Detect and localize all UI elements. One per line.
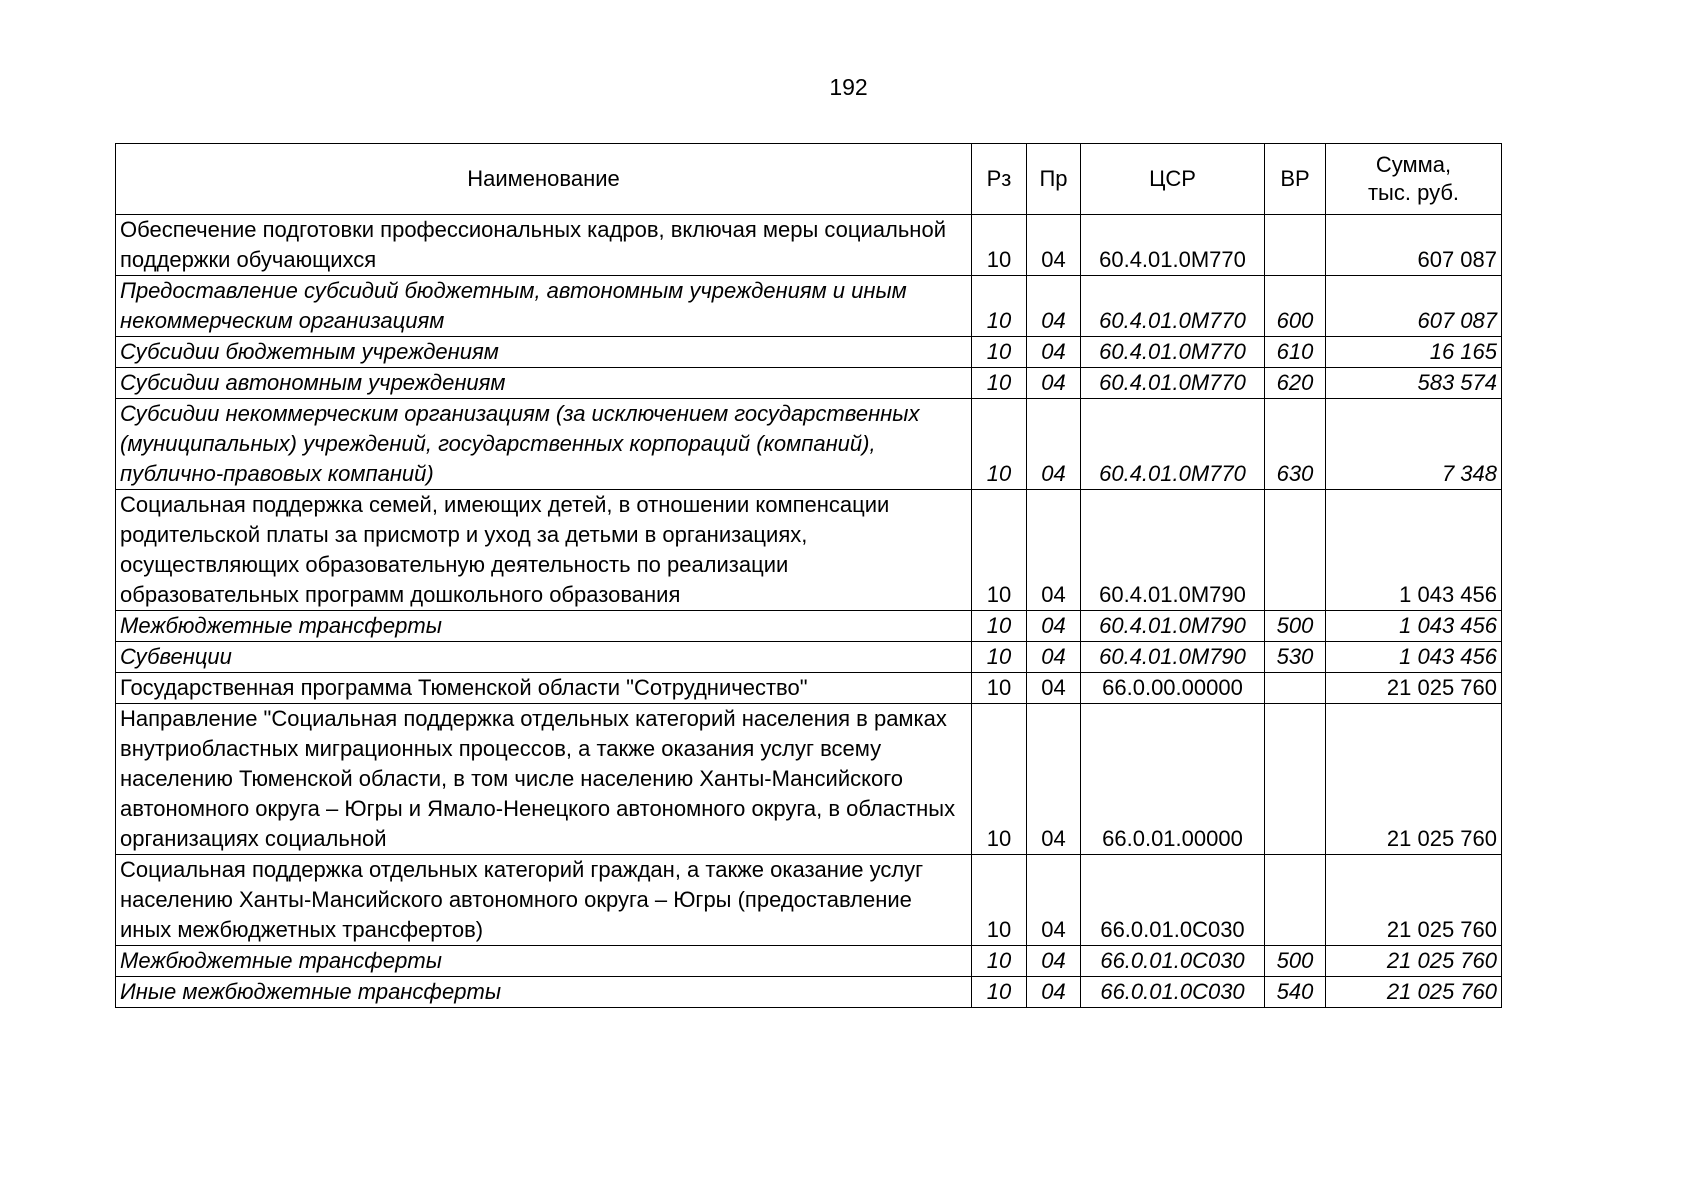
table-row	[116, 215, 1502, 276]
row-pr: 04	[1027, 368, 1081, 399]
row-pr: 04	[1027, 673, 1081, 704]
table-row	[116, 399, 1502, 490]
row-rz: 10	[972, 490, 1027, 611]
row-pr: 04	[1027, 855, 1081, 946]
row-sum: 7 348	[1326, 399, 1502, 490]
row-pr: 04	[1027, 215, 1081, 276]
row-vr: 500	[1265, 946, 1326, 977]
row-pr: 04	[1027, 704, 1081, 855]
table-row	[116, 337, 1502, 368]
row-vr	[1265, 490, 1326, 611]
header-sum	[1326, 144, 1502, 215]
table-row	[116, 946, 1502, 977]
row-csr: 60.4.01.0М790	[1081, 642, 1265, 673]
row-sum: 607 087	[1326, 215, 1502, 276]
row-pr: 04	[1027, 399, 1081, 490]
row-csr: 60.4.01.0М770	[1081, 215, 1265, 276]
row-csr: 60.4.01.0М770	[1081, 276, 1265, 337]
row-vr: 600	[1265, 276, 1326, 337]
table-row	[116, 490, 1502, 611]
row-vr	[1265, 673, 1326, 704]
row-csr: 60.4.01.0М770	[1081, 368, 1265, 399]
row-csr: 60.4.01.0М790	[1081, 611, 1265, 642]
row-sum: 16 165	[1326, 337, 1502, 368]
row-name: Межбюджетные трансферты	[116, 611, 972, 642]
row-name: Обеспечение подготовки профессиональных кадров, включая меры социальной поддержки обучающихся	[116, 215, 972, 276]
row-vr: 620	[1265, 368, 1326, 399]
row-csr: 60.4.01.0М770	[1081, 399, 1265, 490]
row-name: Иные межбюджетные трансферты	[116, 977, 972, 1008]
row-vr	[1265, 704, 1326, 855]
row-rz: 10	[972, 276, 1027, 337]
row-rz: 10	[972, 399, 1027, 490]
row-pr: 04	[1027, 642, 1081, 673]
row-csr: 66.0.01.0С030	[1081, 855, 1265, 946]
row-sum: 1 043 456	[1326, 642, 1502, 673]
row-csr: 66.0.01.0С030	[1081, 977, 1265, 1008]
row-name: Субсидии некоммерческим организациям (за исключением государственных (муниципальных) учреждений, государственных корпораций (компаний), публично-правовых компаний)	[116, 399, 972, 490]
table-header-row	[116, 144, 1502, 215]
row-sum: 1 043 456	[1326, 611, 1502, 642]
row-vr	[1265, 215, 1326, 276]
row-name: Субсидии бюджетным учреждениям	[116, 337, 972, 368]
row-sum: 21 025 760	[1326, 704, 1502, 855]
row-name: Предоставление субсидий бюджетным, автономным учреждениям и иным некоммерческим организациям	[116, 276, 972, 337]
row-name: Государственная программа Тюменской области "Сотрудничество"	[116, 673, 972, 704]
row-name: Социальная поддержка семей, имеющих детей, в отношении компенсации родительской платы за присмотр и уход за детьми в организациях, осуществляющих образовательную деятельность по реализации образовательных программ дошкольного образования	[116, 490, 972, 611]
row-rz: 10	[972, 673, 1027, 704]
row-rz: 10	[972, 855, 1027, 946]
table-row	[116, 611, 1502, 642]
row-sum: 21 025 760	[1326, 946, 1502, 977]
row-rz: 10	[972, 368, 1027, 399]
row-sum: 583 574	[1326, 368, 1502, 399]
row-csr: 66.0.01.00000	[1081, 704, 1265, 855]
row-pr: 04	[1027, 611, 1081, 642]
header-sum-text: Сумма, тыс. руб.	[1367, 152, 1460, 205]
table-row	[116, 704, 1502, 855]
table-row	[116, 642, 1502, 673]
row-sum: 21 025 760	[1326, 855, 1502, 946]
row-vr: 500	[1265, 611, 1326, 642]
table-row	[116, 855, 1502, 946]
row-vr: 630	[1265, 399, 1326, 490]
row-csr: 66.0.00.00000	[1081, 673, 1265, 704]
row-sum: 607 087	[1326, 276, 1502, 337]
row-csr: 66.0.01.0С030	[1081, 946, 1265, 977]
row-rz: 10	[972, 946, 1027, 977]
row-name: Социальная поддержка отдельных категорий граждан, а также оказание услуг населению Ханты-Мансийского автономного округа – Югры (предоставление иных межбюджетных трансфертов)	[116, 855, 972, 946]
table-row	[116, 977, 1502, 1008]
row-sum: 1 043 456	[1326, 490, 1502, 611]
row-rz: 10	[972, 611, 1027, 642]
row-vr	[1265, 855, 1326, 946]
row-vr: 610	[1265, 337, 1326, 368]
row-csr: 60.4.01.0М790	[1081, 490, 1265, 611]
row-sum: 21 025 760	[1326, 977, 1502, 1008]
row-name: Межбюджетные трансферты	[116, 946, 972, 977]
row-rz: 10	[972, 642, 1027, 673]
page-number: 192	[829, 74, 868, 100]
table-row	[116, 276, 1502, 337]
row-name: Субвенции	[116, 642, 972, 673]
row-rz: 10	[972, 215, 1027, 276]
row-rz: 10	[972, 337, 1027, 368]
header-rz: Рз	[972, 144, 1027, 215]
row-pr: 04	[1027, 276, 1081, 337]
budget-table	[115, 143, 1502, 1008]
header-name: Наименование	[116, 144, 972, 215]
row-pr: 04	[1027, 977, 1081, 1008]
row-csr: 60.4.01.0М770	[1081, 337, 1265, 368]
row-sum: 21 025 760	[1326, 673, 1502, 704]
row-pr: 04	[1027, 946, 1081, 977]
row-name: Субсидии автономным учреждениям	[116, 368, 972, 399]
table-row	[116, 368, 1502, 399]
row-rz: 10	[972, 704, 1027, 855]
row-rz: 10	[972, 977, 1027, 1008]
row-vr: 540	[1265, 977, 1326, 1008]
header-csr: ЦСР	[1081, 144, 1265, 215]
row-vr: 530	[1265, 642, 1326, 673]
header-vr: ВР	[1265, 144, 1326, 215]
header-pr: Пр	[1027, 144, 1081, 215]
table-row	[116, 673, 1502, 704]
row-pr: 04	[1027, 490, 1081, 611]
row-name: Направление "Социальная поддержка отдельных категорий населения в рамках внутриобластных миграционных процессов, а также оказания услуг всему населению Тюменской области, в том числе населению Ханты-Мансийского автономного округа – Югры и Ямало-Ненецкого автономного округа, в областных организациях социальной	[116, 704, 972, 855]
row-pr: 04	[1027, 337, 1081, 368]
